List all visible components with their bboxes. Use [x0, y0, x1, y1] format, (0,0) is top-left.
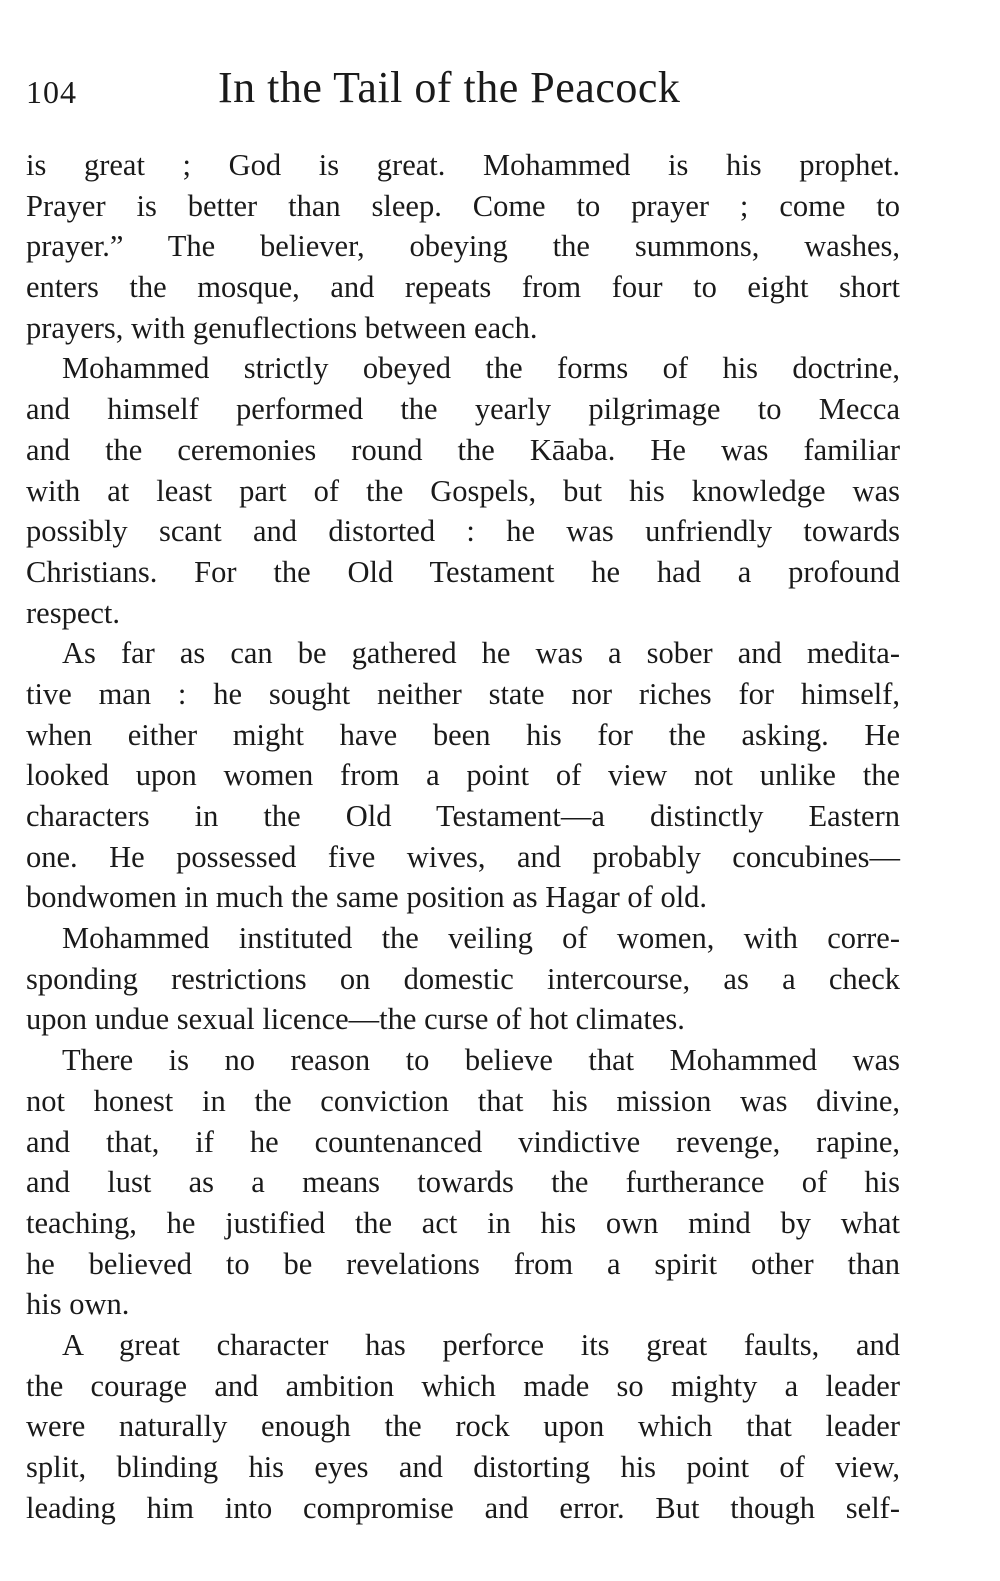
text-line: he believed to be revelations from a spirit other than: [26, 1246, 900, 1281]
text-line: the courage and ambition which made so mighty a leader: [26, 1368, 900, 1403]
text-line: There is no reason to believe that Mohammed was: [62, 1043, 900, 1078]
text-line: Mohammed instituted the veiling of women, with corre-: [62, 921, 900, 956]
text-line: tive man : he sought neither state nor riches for himself,: [26, 676, 900, 711]
text-line: Christians. For the Old Testament he had a profound: [26, 554, 900, 589]
text-line: his own.: [26, 1287, 130, 1322]
paragraph-2: [26, 348, 900, 633]
text-line: Prayer is better than sleep. Come to prayer ; come to: [26, 188, 900, 223]
text-line: sponding restrictions on domestic intercourse, as a check: [26, 961, 900, 996]
text-line: upon undue sexual licence—the curse of hot climates.: [26, 1002, 685, 1037]
text-line: not honest in the conviction that his mission was divine,: [26, 1083, 900, 1118]
text-line: characters in the Old Testament—a distinctly Eastern: [26, 799, 900, 833]
text-line: enters the mosque, and repeats from four to eight short: [26, 270, 900, 305]
text-line: As far as can be gathered he was a sober and medita-: [62, 636, 900, 671]
text-line: and lust as a means towards the furtherance of his: [26, 1165, 900, 1200]
text-line: and the ceremonies round the Kāaba. He was familiar: [26, 432, 900, 467]
paragraph-3: [26, 633, 900, 918]
text-line: prayer.” The believer, obeying the summons, washes,: [26, 229, 900, 264]
text-line: and that, if he countenanced vindictive revenge, rapine,: [26, 1124, 900, 1159]
text-line: split, blinding his eyes and distorting his point of view,: [26, 1450, 900, 1484]
text-line: is great ; God is great. Mohammed is his prophet.: [26, 148, 900, 182]
text-line: looked upon women from a point of view not unlike the: [26, 758, 900, 793]
paragraph-1: [26, 145, 900, 348]
text-line: bondwomen in much the same position as Hagar of old.: [26, 880, 708, 915]
text-line: A great character has perforce its great faults, and: [62, 1327, 900, 1362]
paragraph-4: [26, 918, 900, 1040]
text-line: with at least part of the Gospels, but his knowledge was: [26, 473, 900, 508]
text-line: were naturally enough the rock upon which that leader: [26, 1409, 900, 1444]
text-line: respect.: [26, 595, 120, 630]
text-line: teaching, he justified the act in his own mind by what: [26, 1205, 900, 1240]
text-line: and himself performed the yearly pilgrimage to Mecca: [26, 392, 900, 427]
text-line: possibly scant and distorted : he was unfriendly towards: [26, 514, 900, 549]
running-title: In the Tail of the Peacock: [218, 63, 681, 112]
text-line: prayers, with genuflections between each.: [26, 310, 538, 345]
text-line: Mohammed strictly obeyed the forms of his doctrine,: [62, 351, 900, 386]
paragraph-6: [26, 1325, 900, 1528]
text-line: one. He possessed five wives, and probably concubines—: [26, 839, 900, 874]
page-number: 104: [26, 74, 77, 110]
text-line: leading him into compromise and error. But though self-: [26, 1490, 900, 1525]
page-header: [26, 62, 900, 122]
paragraph-5: [26, 1040, 900, 1325]
text-line: when either might have been his for the asking. He: [26, 717, 900, 752]
page-body: [26, 145, 900, 1528]
